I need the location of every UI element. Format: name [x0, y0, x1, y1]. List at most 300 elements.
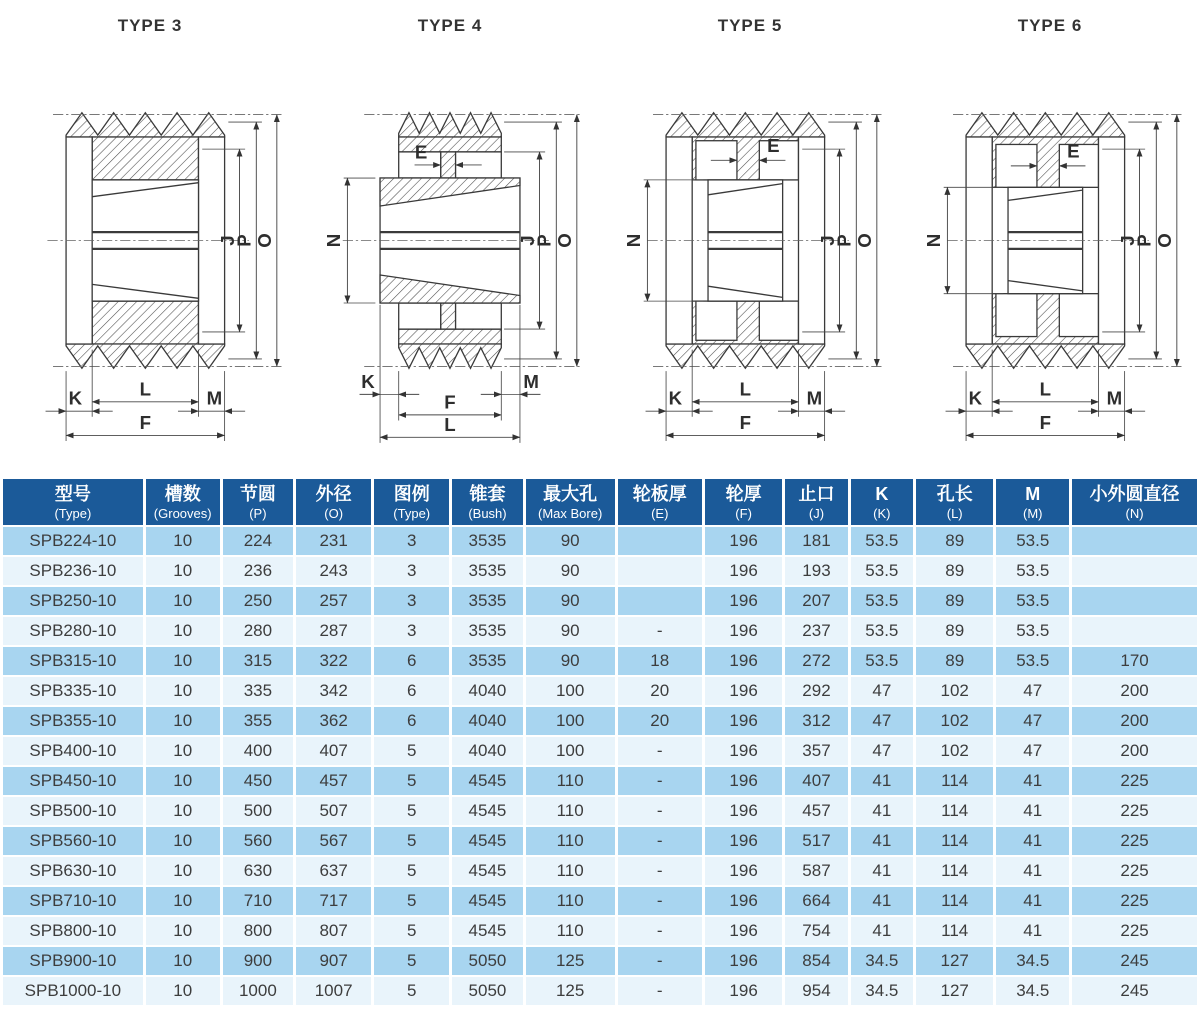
- dim-label-f: F: [139, 411, 152, 433]
- table-cell: 196: [705, 647, 782, 675]
- table-cell: 127: [916, 977, 993, 1005]
- dim-label-o: O: [254, 233, 276, 248]
- table-cell: 567: [296, 827, 371, 855]
- table-cell: 200: [1072, 737, 1197, 765]
- table-cell: 41: [996, 917, 1069, 945]
- table-cell: SPB236-10: [3, 557, 143, 585]
- table-cell: 237: [785, 617, 847, 645]
- dim-label-f: F: [444, 391, 456, 413]
- drawing-block-type3: [0, 0, 300, 477]
- table-cell: 257: [296, 587, 371, 615]
- drawing-title: TYPE 4: [417, 16, 483, 35]
- table-cell: 717: [296, 887, 371, 915]
- table-cell: 5: [374, 737, 449, 765]
- table-row: [3, 887, 1197, 915]
- table-cell: 4040: [452, 677, 522, 705]
- table-cell: 5: [374, 857, 449, 885]
- table-cell: 41: [996, 827, 1069, 855]
- dim-label-m: M: [523, 370, 539, 392]
- table-cell: 110: [526, 917, 615, 945]
- table-cell: 10: [146, 617, 220, 645]
- table-cell: -: [618, 977, 702, 1005]
- table-cell: 10: [146, 887, 220, 915]
- table-cell: 954: [785, 977, 847, 1005]
- table-cell: 90: [526, 527, 615, 555]
- table-cell: 4040: [452, 707, 522, 735]
- table-cell: 900: [223, 947, 293, 975]
- table-cell: SPB315-10: [3, 647, 143, 675]
- table-cell: 225: [1072, 827, 1197, 855]
- table-cell: 754: [785, 917, 847, 945]
- table-cell: 102: [916, 677, 993, 705]
- table-cell: 41: [851, 887, 913, 915]
- drawings-panel: [0, 0, 1200, 477]
- table-row: [3, 617, 1197, 645]
- table-row: [3, 917, 1197, 945]
- dim-label-p: P: [833, 234, 855, 247]
- table-cell: 507: [296, 797, 371, 825]
- table-cell: 34.5: [851, 947, 913, 975]
- spec-table: [0, 477, 1200, 1007]
- table-cell: 807: [296, 917, 371, 945]
- table-cell: 10: [146, 557, 220, 585]
- table-cell: [1072, 527, 1197, 555]
- table-cell: 100: [526, 707, 615, 735]
- column-header: 图例 (Type): [374, 479, 449, 525]
- dim-label-j: J: [516, 235, 538, 246]
- table-row: [3, 857, 1197, 885]
- dim-label-l: L: [739, 378, 752, 400]
- table-cell: 225: [1072, 767, 1197, 795]
- spec-table-body: [3, 527, 1197, 1005]
- dim-label-o: O: [554, 233, 576, 248]
- table-cell: 47: [851, 707, 913, 735]
- dim-label-e: E: [767, 134, 780, 156]
- table-cell: 5: [374, 977, 449, 1005]
- pulley-cross-section-type4: [310, 40, 590, 455]
- table-cell: 335: [223, 677, 293, 705]
- table-cell: 250: [223, 587, 293, 615]
- table-cell: 34.5: [996, 947, 1069, 975]
- table-cell: 272: [785, 647, 847, 675]
- table-cell: 10: [146, 857, 220, 885]
- dim-label-p: P: [1133, 234, 1155, 247]
- table-cell: 1007: [296, 977, 371, 1005]
- table-cell: 800: [223, 917, 293, 945]
- table-cell: [618, 557, 702, 585]
- table-cell: 196: [705, 677, 782, 705]
- table-row: [3, 647, 1197, 675]
- drawing-block-type6: [900, 0, 1200, 477]
- table-cell: 90: [526, 587, 615, 615]
- table-cell: 110: [526, 857, 615, 885]
- table-cell: [1072, 587, 1197, 615]
- table-cell: 90: [526, 617, 615, 645]
- table-row: [3, 737, 1197, 765]
- table-row: [3, 677, 1197, 705]
- table-cell: 110: [526, 767, 615, 795]
- table-cell: 6: [374, 677, 449, 705]
- table-cell: 47: [996, 737, 1069, 765]
- table-row: [3, 527, 1197, 555]
- table-cell: 10: [146, 917, 220, 945]
- table-cell: 315: [223, 647, 293, 675]
- table-cell: 3535: [452, 557, 522, 585]
- table-cell: 114: [916, 767, 993, 795]
- table-cell: 450: [223, 767, 293, 795]
- dim-label-j: J: [216, 235, 238, 246]
- dim-label-e: E: [1067, 140, 1080, 162]
- table-cell: 664: [785, 887, 847, 915]
- table-cell: 90: [526, 647, 615, 675]
- drawing-title: TYPE 6: [1017, 16, 1083, 35]
- table-row: [3, 557, 1197, 585]
- pulley-cross-section-type6: [910, 40, 1190, 455]
- table-cell: 3535: [452, 647, 522, 675]
- table-cell: 457: [785, 797, 847, 825]
- table-cell: SPB250-10: [3, 587, 143, 615]
- dim-label-n: N: [922, 233, 944, 248]
- table-cell: 10: [146, 767, 220, 795]
- table-cell: 4545: [452, 767, 522, 795]
- table-cell: SPB1000-10: [3, 977, 143, 1005]
- column-header: 型号 (Type): [3, 479, 143, 525]
- table-cell: 41: [851, 797, 913, 825]
- table-cell: 110: [526, 797, 615, 825]
- table-cell: 89: [916, 527, 993, 555]
- table-cell: 196: [705, 707, 782, 735]
- table-cell: SPB224-10: [3, 527, 143, 555]
- table-cell: 457: [296, 767, 371, 795]
- table-cell: SPB280-10: [3, 617, 143, 645]
- column-header: 止口 (J): [785, 479, 847, 525]
- table-cell: 10: [146, 797, 220, 825]
- table-cell: 362: [296, 707, 371, 735]
- table-cell: 292: [785, 677, 847, 705]
- table-cell: 196: [705, 557, 782, 585]
- table-cell: 196: [705, 977, 782, 1005]
- table-cell: 4545: [452, 917, 522, 945]
- table-cell: 5: [374, 767, 449, 795]
- table-cell: 114: [916, 917, 993, 945]
- table-cell: 196: [705, 617, 782, 645]
- table-cell: 89: [916, 647, 993, 675]
- table-cell: 280: [223, 617, 293, 645]
- table-cell: 1000: [223, 977, 293, 1005]
- table-cell: 5: [374, 917, 449, 945]
- table-cell: 10: [146, 707, 220, 735]
- table-cell: 47: [996, 707, 1069, 735]
- column-header: 轮厚 (F): [705, 479, 782, 525]
- table-cell: -: [618, 617, 702, 645]
- dim-label-k: K: [361, 370, 375, 392]
- dim-label-n: N: [622, 233, 644, 248]
- table-cell: -: [618, 947, 702, 975]
- table-cell: 127: [916, 947, 993, 975]
- table-cell: 53.5: [996, 617, 1069, 645]
- table-cell: 53.5: [996, 527, 1069, 555]
- table-cell: -: [618, 857, 702, 885]
- table-row: [3, 707, 1197, 735]
- table-cell: 100: [526, 737, 615, 765]
- table-cell: 41: [851, 767, 913, 795]
- table-cell: 53.5: [851, 557, 913, 585]
- dim-label-l: L: [1039, 378, 1052, 400]
- table-cell: 125: [526, 947, 615, 975]
- table-cell: 125: [526, 977, 615, 1005]
- dim-label-o: O: [854, 233, 876, 248]
- table-cell: 41: [996, 857, 1069, 885]
- table-cell: 3: [374, 587, 449, 615]
- table-cell: 90: [526, 557, 615, 585]
- table-cell: 114: [916, 887, 993, 915]
- table-cell: 5050: [452, 947, 522, 975]
- table-cell: 41: [851, 917, 913, 945]
- table-cell: 6: [374, 707, 449, 735]
- table-cell: -: [618, 797, 702, 825]
- dim-label-f: F: [1039, 411, 1052, 433]
- table-cell: 587: [785, 857, 847, 885]
- table-cell: 170: [1072, 647, 1197, 675]
- column-header: 小外圆直径 (N): [1072, 479, 1197, 525]
- table-cell: 200: [1072, 677, 1197, 705]
- table-cell: 196: [705, 527, 782, 555]
- column-header: 轮板厚 (E): [618, 479, 702, 525]
- table-cell: 41: [851, 857, 913, 885]
- table-cell: 10: [146, 947, 220, 975]
- table-cell: 41: [851, 827, 913, 855]
- table-cell: SPB450-10: [3, 767, 143, 795]
- table-cell: 181: [785, 527, 847, 555]
- table-cell: 6: [374, 647, 449, 675]
- table-cell: 20: [618, 707, 702, 735]
- table-cell: -: [618, 917, 702, 945]
- table-cell: 53.5: [851, 617, 913, 645]
- table-cell: 41: [996, 797, 1069, 825]
- table-cell: [618, 527, 702, 555]
- table-cell: -: [618, 737, 702, 765]
- spec-table-head-row: [3, 479, 1197, 525]
- table-cell: 245: [1072, 947, 1197, 975]
- column-header: 孔长 (L): [916, 479, 993, 525]
- column-header: K (K): [851, 479, 913, 525]
- table-cell: 114: [916, 797, 993, 825]
- table-cell: 287: [296, 617, 371, 645]
- table-cell: 312: [785, 707, 847, 735]
- dim-label-k: K: [668, 387, 683, 409]
- table-cell: 3: [374, 557, 449, 585]
- dim-label-l: L: [139, 378, 152, 400]
- table-cell: 18: [618, 647, 702, 675]
- dim-label-e: E: [414, 141, 428, 163]
- drawing-title: TYPE 5: [717, 16, 783, 35]
- column-header: 节圆 (P): [223, 479, 293, 525]
- table-cell: 407: [785, 767, 847, 795]
- table-row: [3, 947, 1197, 975]
- dim-label-m: M: [806, 387, 823, 409]
- table-cell: 34.5: [996, 977, 1069, 1005]
- table-cell: 245: [1072, 977, 1197, 1005]
- table-cell: 196: [705, 587, 782, 615]
- table-cell: 10: [146, 527, 220, 555]
- table-cell: 5: [374, 827, 449, 855]
- table-cell: 10: [146, 677, 220, 705]
- table-cell: 225: [1072, 797, 1197, 825]
- table-cell: 114: [916, 857, 993, 885]
- table-cell: SPB900-10: [3, 947, 143, 975]
- table-row: [3, 587, 1197, 615]
- table-cell: SPB500-10: [3, 797, 143, 825]
- table-cell: [1072, 617, 1197, 645]
- drawing-title: TYPE 3: [117, 16, 183, 35]
- table-cell: 400: [223, 737, 293, 765]
- table-cell: 196: [705, 767, 782, 795]
- column-header: 外径 (O): [296, 479, 371, 525]
- table-cell: 355: [223, 707, 293, 735]
- table-cell: 5: [374, 947, 449, 975]
- table-cell: 907: [296, 947, 371, 975]
- column-header: 最大孔 (Max Bore): [526, 479, 615, 525]
- table-cell: 102: [916, 737, 993, 765]
- table-cell: 102: [916, 707, 993, 735]
- table-cell: -: [618, 767, 702, 795]
- table-cell: SPB400-10: [3, 737, 143, 765]
- drawing-block-type4: [300, 0, 600, 477]
- table-cell: 407: [296, 737, 371, 765]
- table-cell: 53.5: [851, 587, 913, 615]
- table-cell: 53.5: [996, 647, 1069, 675]
- table-cell: 342: [296, 677, 371, 705]
- column-header: 槽数 (Grooves): [146, 479, 220, 525]
- table-cell: 10: [146, 737, 220, 765]
- dim-label-o: O: [1154, 233, 1176, 248]
- table-cell: 100: [526, 677, 615, 705]
- table-cell: 517: [785, 827, 847, 855]
- table-cell: 560: [223, 827, 293, 855]
- table-cell: 41: [996, 767, 1069, 795]
- table-cell: 207: [785, 587, 847, 615]
- table-cell: 10: [146, 647, 220, 675]
- table-cell: 224: [223, 527, 293, 555]
- table-cell: 47: [851, 677, 913, 705]
- column-header: M (M): [996, 479, 1069, 525]
- pulley-cross-section-type5: [610, 40, 890, 455]
- table-cell: 4545: [452, 857, 522, 885]
- table-cell: 89: [916, 557, 993, 585]
- table-cell: 47: [996, 677, 1069, 705]
- table-cell: 243: [296, 557, 371, 585]
- table-cell: 20: [618, 677, 702, 705]
- table-cell: 196: [705, 827, 782, 855]
- table-cell: 41: [996, 887, 1069, 915]
- table-cell: 47: [851, 737, 913, 765]
- dim-label-j: J: [816, 235, 838, 246]
- table-cell: 357: [785, 737, 847, 765]
- table-cell: 231: [296, 527, 371, 555]
- table-cell: SPB560-10: [3, 827, 143, 855]
- table-cell: 710: [223, 887, 293, 915]
- table-cell: 322: [296, 647, 371, 675]
- table-cell: SPB630-10: [3, 857, 143, 885]
- table-cell: 196: [705, 947, 782, 975]
- table-cell: 196: [705, 887, 782, 915]
- table-cell: 3535: [452, 527, 522, 555]
- table-cell: 225: [1072, 857, 1197, 885]
- table-cell: 196: [705, 797, 782, 825]
- dim-label-p: P: [233, 234, 255, 247]
- table-cell: 110: [526, 827, 615, 855]
- table-cell: 196: [705, 917, 782, 945]
- table-cell: -: [618, 887, 702, 915]
- table-cell: 4545: [452, 827, 522, 855]
- dim-label-j: J: [1116, 235, 1138, 246]
- dim-label-p: P: [533, 234, 555, 247]
- table-cell: [1072, 557, 1197, 585]
- column-header: 锥套 (Bush): [452, 479, 522, 525]
- dim-label-l: L: [444, 413, 456, 435]
- dim-label-k: K: [968, 387, 983, 409]
- table-cell: 854: [785, 947, 847, 975]
- table-row: [3, 767, 1197, 795]
- table-cell: 225: [1072, 917, 1197, 945]
- table-cell: 4545: [452, 887, 522, 915]
- table-cell: 196: [705, 737, 782, 765]
- table-cell: 5: [374, 797, 449, 825]
- table-cell: 5: [374, 887, 449, 915]
- dim-label-k: K: [68, 387, 83, 409]
- table-cell: 630: [223, 857, 293, 885]
- table-cell: 89: [916, 587, 993, 615]
- table-cell: 3: [374, 527, 449, 555]
- table-cell: 3535: [452, 617, 522, 645]
- table-cell: SPB800-10: [3, 917, 143, 945]
- table-cell: 53.5: [996, 557, 1069, 585]
- table-cell: 193: [785, 557, 847, 585]
- table-row: [3, 797, 1197, 825]
- drawing-block-type5: [600, 0, 900, 477]
- dim-label-n: N: [322, 233, 344, 248]
- table-cell: 10: [146, 587, 220, 615]
- table-cell: 10: [146, 977, 220, 1005]
- table-cell: 53.5: [851, 647, 913, 675]
- pulley-cross-section-type3: [10, 40, 290, 455]
- table-cell: 200: [1072, 707, 1197, 735]
- table-row: [3, 827, 1197, 855]
- table-cell: 4545: [452, 797, 522, 825]
- table-cell: 236: [223, 557, 293, 585]
- table-cell: 34.5: [851, 977, 913, 1005]
- dim-label-m: M: [206, 387, 223, 409]
- table-cell: 4040: [452, 737, 522, 765]
- table-cell: SPB335-10: [3, 677, 143, 705]
- table-cell: 53.5: [996, 587, 1069, 615]
- table-row: [3, 977, 1197, 1005]
- table-cell: 196: [705, 857, 782, 885]
- table-cell: -: [618, 827, 702, 855]
- table-cell: 3535: [452, 587, 522, 615]
- table-cell: 114: [916, 827, 993, 855]
- table-cell: 3: [374, 617, 449, 645]
- table-cell: 637: [296, 857, 371, 885]
- table-cell: 500: [223, 797, 293, 825]
- table-cell: 225: [1072, 887, 1197, 915]
- table-cell: 89: [916, 617, 993, 645]
- dim-label-f: F: [739, 411, 752, 433]
- table-cell: 53.5: [851, 527, 913, 555]
- table-cell: SPB710-10: [3, 887, 143, 915]
- table-cell: 10: [146, 827, 220, 855]
- dim-label-m: M: [1106, 387, 1123, 409]
